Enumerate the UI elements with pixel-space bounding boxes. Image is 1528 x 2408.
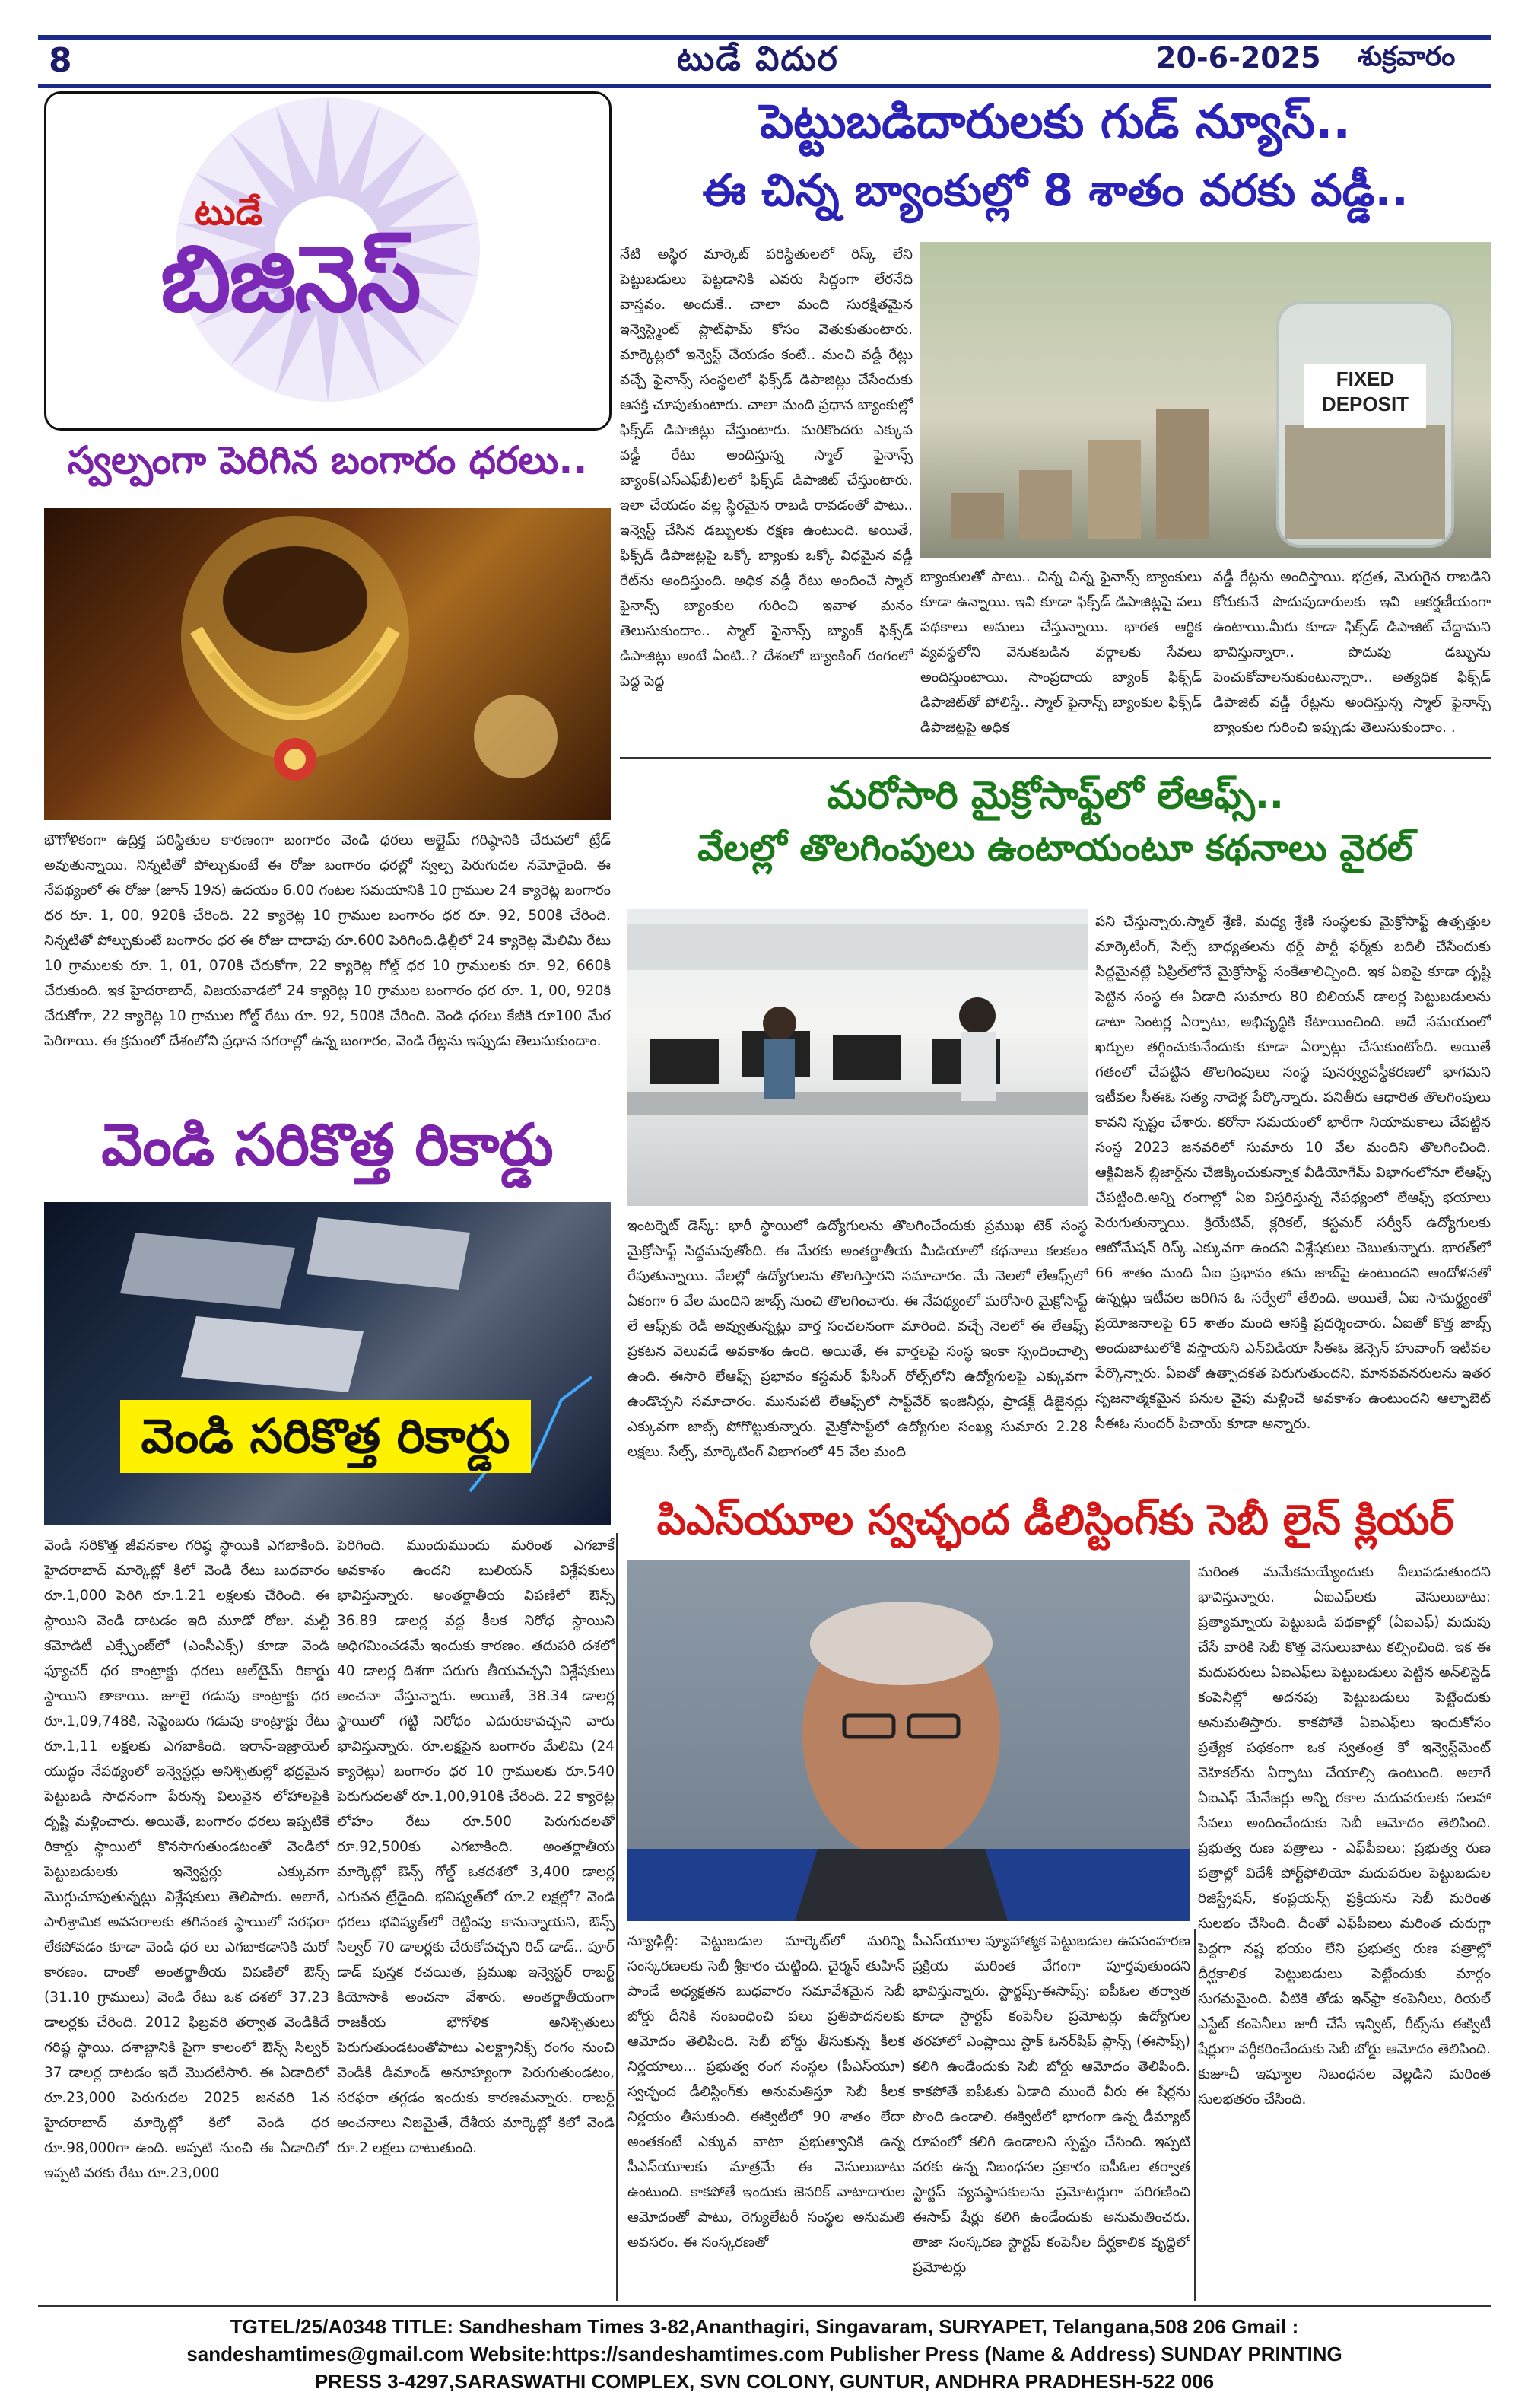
gold-necklace-icon [44,508,611,820]
masthead [38,35,1491,88]
issue-date: 20-6-2025 [1156,41,1321,75]
gold-body-text [44,828,611,1090]
fd-body-col3 [1213,565,1491,736]
sebi-body-col3-text: మరింత మమేకమయ్యేందుకు వీలుపడుతుందని భావిస్తున్నారు. ఏఐఎఫ్‌లకు వెసులుబాటు: ప్రత్యామ్నాయ పెట్టుబడి పథకాల్లో (ఏఐఎఫ్) మదుపు చేసే వారికి సెబీ కొత్త వెసులుబాటు కల్పించింది. ఇక ఈ మదుపరులు ఏఐఎఫ్‌లు పెట్టుబడులు పెట్టిన అన్‌లిస్టెడ్ కంపెనీల్లో అదనపు పెట్టుబడులు పెట్టేందుకు అనుమతిస్తారు. కాకపోతే ఏఐఎఫ్‌లు ఇందుకోసం ప్రత్యేక పథకంగా ఒక స్వతంత్ర కో ఇన్వెస్ట్‌మెంట్ వెహికల్‌ను ఏర్పాటు చేయాల్సి ఉంటుంది. అలాగే ఏఐఎఫ్ మేనేజర్లు అన్ని రకాల మదుపరులకు సలహా సేవలు అందించేందుకు సెబీ ఆమోదం తెలిపింది. ప్రభుత్వ రుణ పత్రాలు - ఎఫ్‌పీఐలు: ప్రభుత్వ రుణ పత్రాల్లో విదేశీ పోర్ట్‌ఫోలియో మదుపరుల పెట్టుబడుల రిజిస్ట్రేషన్, కంప్లయన్స్ ప్రక్రియను సెబీ మరింత సులభం చేసింది. దీంతో ఎఫ్‌పీఐలు మరింత చురుగ్గా పెద్దగా నష్ట భయం లేని ప్రభుత్వ రుణ పత్రాల్లో దీర్ఘకాలిక పెట్టుబడులు పెట్టేందుకు మార్గం సుగమమైంది. వీటికి తోడు ఇన్‌ఫ్రా కంపెనీలు, రియల్ ఎస్టేట్ కంపెనీలు జారీ చేసే ఇన్విట్, రీట్స్‌ను ఈక్విటీ షేర్లుగా వర్గీకరించేందుకు సెబీ బోర్డు ఆమోదం తెలిపింది. కుజూచీ ఇష్యూల నిబంధనల వెల్లడిని మరింత సులభతరం చేసింది. [1198,1564,1491,2107]
silver-body-col2 [337,1533,615,2301]
microsoft-headline-line1: మరోసారి మైక్రోసాఫ్ట్‌లో లేఆఫ్స్.. [827,773,1284,817]
gold-jewellery-image [44,508,611,820]
sebi-body-col1-text: న్యూఢిల్లీ: పెట్టుబడుల మార్కెట్‌లో మరిన్ని సంస్కరణలకు సెబీ శ్రీకారం చుట్టింది. చైర్మన్ తుహిన్ పాండే అధ్యక్షతన బుధవారం సమావేశమైన సెబీ బోర్డు దీనికి సంబంధించి పలు ప్రతిపాదనలకు ఆమోదం తెలిపింది. సెబీ బోర్డు తీసుకున్న కీలక నిర్ణయాలు... ప్రభుత్వ రంగ సంస్థల (పీఎస్‌యూ) స్వచ్ఛంద డీలిస్టింగ్‌కు అనుమతిస్తూ సెబీ కీలక నిర్ణయం తీసుకుంది. ఈక్విటీలో 90 శాతం లేదా అంతకంటే ఎక్కువ వాటా ప్రభుత్వానికి ఉన్న పీఎస్‌యూలకు మాత్రమే ఈ వెసులుబాటు ఉంటుంది. కాకపోతే ఇందుకు జెనరిక్ వాటాదారుల ఆమోదంతో పాటు, రెగ్యులేటరీ సంస్థల అనుమతి అవసరం. ఈ సంస్కరణతో [627,1933,905,2251]
fd-body-col1 [620,242,913,733]
speaker-portrait-icon [627,1560,1190,1921]
sebi-body-col2-text: పీఎస్‌యూల వ్యూహాత్మక పెట్టుబడుల ఉపసంహరణ ప్రక్రియ మరింత వేగంగా పూర్తవుతుందని భావిస్తున్నారు. స్టార్టప్స్-ఈసాప్స్: ఐపీఓల తర్వాత కూడా స్టార్టప్ కంపెనీల ప్రమోటర్లు ఉద్యోగుల తరహాలో ఎంప్లాయి స్టాక్ ఓనర్‌షిప్ ప్లాన్స్ (ఈసాప్స్) కలిగి ఉండేందుకు సెబీ బోర్డు ఆమోదం తెలిపింది. కాకపోతే ఐపీఓకు ఏడాది ముందే వీరు ఈ షేర్లను పొంది ఉండాలి. ఈక్విటీలో భాగంగా ఉన్న డీమ్యాట్ రూపంలో కలిగి ఉండాలని స్పష్టం చేసింది. ఇప్పటి వరకు ఉన్న నిబంధనల ప్రకారం ఐపీఓల తర్వాత స్టార్టప్ వ్యవస్థాపకులను ప్రమోటర్లుగా పరిగణించి ఈసాప్ షేర్లు కలిగి ఉండేందుకు అనుమతించరు. తాజా సంస్కరణ స్టార్టప్ కంపెనీల దీర్ఘకాలిక వృద్ధిలో ప్రమోటర్లు [913,1933,1190,2276]
fd-headline-line2: ఈ చిన్న బ్యాంకుల్లో 8 శాతం వరకు వడ్డీ.. [702,164,1409,216]
silver-image-caption: వెండి సరికొత్త రికార్డు [120,1400,531,1473]
sebi-headline: పిఎస్‌యూల స్వచ్ఛంద డీలిస్టింగ్‌కు సెబీ లైన్ క్లియర్ [656,1496,1454,1544]
microsoft-body-left-text: ఇంటర్నెట్ డెస్క్: భారీ స్థాయిలో ఉద్యోగులను తొలగించేందుకు ప్రముఖ టెక్ సంస్థ మైక్రోసాఫ్ట్ సిద్ధమవుతోంది. ఈ మేరకు అంతర్జాతీయ మీడియాలో కథనాలు కలకలం రేపుతున్నాయి. వేలల్లో ఉద్యోగులను తొలగిస్తారని సమాచారం. మే నెలలో లేఆఫ్స్‌లో ఏకంగా 6 వేల మందిని జాబ్స్ నుంచి తొలగించారు. ఈ నేపథ్యంలో మరోసారి మైక్రోసాఫ్ట్ లే ఆఫ్స్‌కు రెడీ అవ్వుతున్నట్లు వార్త సంచలనంగా మారింది. వచ్చే నెలలో ఈ లేఆఫ్స్ ప్రకటన వెలువడే అవకాశం ఉంది. అయితే, ఈ వార్తలపై సంస్థ ఇంకా స్పందించాల్సి ఉంది. ఈసారి లేఆఫ్స్ ప్రభావం కస్టమర్ ఫేసింగ్ రోల్స్‌లోని ఉద్యోగులపై ఎక్కువగా ఉండొచ్చని సమాచారం. మునుపటి లేఆఫ్స్‌లో సాఫ్ట్‌వేర్ ఇంజినీర్లు, ప్రాడక్ట్ డిజైనర్లు ఎక్కువగా జాబ్స్ పోగొట్టుకున్నారు. మైక్రోసాఫ్ట్‌లో ఉద్యోగుల సంఖ్య సుమారు 2.28 లక్షలు. సేల్స్, మార్కెటింగ్ విభాగంలో 45 వేల మంది [627,1218,1088,1460]
fd-image-label-line1: FIXED [1336,367,1395,390]
fd-body-col3-text: వడ్డీ రేట్లను అందిస్తాయి. భద్రత, మెరుగైన రాబడిని కోరుకునే పొదుపుదారులకు ఇవి ఆకర్షణీయంగా ఉంటాయి.మీరు కూడా ఫిక్స్‌డ్ డిపాజిట్ చేద్దామని భావిస్తున్నారా.. పొదుపు డబ్బును పెంచుకోవాలనుకుంటున్నారా.. అత్యధిక ఫిక్స్‌డ్ డిపాజిట్ వడ్డీ రేట్లను అందిస్తున్న స్మాల్ ఫైనాన్స్ బ్యాంకుల గురించి ఇప్పుడు తెలుసుకుందాం. . [1213,569,1491,736]
computer-desks-icon [627,909,1088,1206]
silver-body-col1-text: వెండి సరికొత్త జీవనకాల గరిష్ఠ స్థాయికి ఎగబాకింది. హైదరాబాద్ మార్కెట్లో కిలో వెండి రేటు బుధవారం రూ.1,000 పెరిగి రూ.1.21 లక్షలకు చేరింది. ఈ స్థాయిని వెండి దాటడం ఇది మూడో రోజు. మల్టీ కమోడిటీ ఎక్స్ఛేంజ్‌లో (ఎంసీఎక్స్) కూడా వెండి ఫ్యూచర్ ధర కాంట్రాక్టు ధరలు ఆల్‌టైమ్ రికార్డు స్థాయిని తాకాయి. జూలై గడువు కాంట్రాక్టు ధర రూ.1,09,748కి, సెప్టెంబరు గడువు కాంట్రాక్టు రేటు రూ.1,11 లక్షలకు ఎగబాకింది. ఇరాన్-ఇజ్రాయెల్ యుద్ధం నేపథ్యంలో ఇన్వెస్టర్లు అనిశ్చితుల్లో భద్రమైన పెట్టుబడి సాధనంగా పేరున్న విలువైన లోహాలపైకి దృష్టి మళ్లించారు. అయితే, బంగారం ధరలు ఇప్పటికే రికార్డు స్థాయిలో కొనసాగుతుండటంతో వెండిలో పెట్టుబడులకు ఇన్వెస్టర్లు ఎక్కువగా మొగ్గుచూపుతున్నట్లు విశ్లేషకులు తెలిపారు. అలాగే, పారిశ్రామిక అవసరాలకు తగినంత స్థాయిలో సరఫరా లేకపోవడం కూడా వెండి ధర లు ఎగబాకడానికి మరో కారణం. దాంతో అంతర్జాతీయ విపణిలో ఔన్స్ (31.10 గ్రాములు) వెండి రేటు ఒక దశలో 37.23 డాలర్లకు చేరింది. 2012 ఫిబ్రవరి తర్వాత వెండికిదే గరిష్ఠ స్థాయి. దశాబ్దానికి పైగా కాలంలో ఔన్స్ సిల్వర్ 37 డాలర్ల దాటడం ఇదే మొదటిసారి. ఈ ఏడాదిలో రూ.23,000 పెరుగుదల 2025 జనవరి 1న హైదరాబాద్ మార్కెట్లో కిలో వెండి ధర రూ.98,000గా ఉంది. అప్పటి నుంచి ఈ ఏడాదిలో ఇప్పటి వరకు రేటు రూ.23,000 [44,1538,329,2181]
silver-body-col1 [44,1533,329,2301]
fd-body-col2 [920,565,1202,736]
fd-image-label-line2: DEPOSIT [1321,393,1409,415]
fd-headline-line1: పెట్టుబడిదారులకు గుడ్ న్యూస్.. [760,94,1351,149]
sebi-body-col3 [1198,1560,1491,2301]
fd-body-col1-text: నేటి అస్థిర మార్కెట్ పరిస్థితులలో రిస్క్ లేని పెట్టుబడులు పెట్టడానికి ఎవరు సిద్ధంగా లేరనేది వాస్తవం. అందుకే.. చాలా మంది సురక్షితమైన ఇన్వెస్ట్మెంట్ ప్లాట్‌ఫామ్ కోసం వెతుకుతుంటారు. మార్కెట్లలో ఇన్వెస్ట్ చేయడం కంటే.. మంచి వడ్డీ రేట్లు వచ్చే ఫైనాన్స్ సంస్థలలో ఫిక్స్‌డ్ డిపాజిట్లు చేసేందుకు ఆసక్తి చూపుతుంటారు. చాలా మంది ప్రధాన బ్యాంకుల్లో ఫిక్స్‌డ్ డిపాజిట్లు చేస్తుంటారు. మరికొందరు ఎక్కువ వడ్డీ రేటు అందిస్తున్న స్మాల్ ఫైనాన్స్ బ్యాంక్(ఎస్ఎఫ్‌బీ)లలో ఫిక్స్‌డ్ డిపాజిట్ చేస్తుంటారు. ఇలా చేయడం వల్ల స్థిరమైన రాబడి రావడంతో పాటు.. ఇన్వెస్ట్ చేసిన డబ్బులకు రక్షణ ఉంటుంది. అయితే, ఫిక్స్‌డ్ డిపాజిట్లపై ఒక్కో బ్యాంకు ఒక్కో విధమైన వడ్డీ రేట్‌ను అందిస్తుంది. అధిక వడ్డీ రేటు అందించే స్మాల్ ఫైనాన్స్ బ్యాంకుల గురించి ఇవాళ మనం తెలుసుకుందాం.. స్మాల్ ఫైనాన్స్ బ్యాంక్ ఫిక్స్‌డ్ డిపాజిట్లు అంటే ఏంటి..? దేశంలో బ్యాంకింగ్ రంగంలో పెద్ద పెద్ద [620,247,913,689]
footer-divider [38,2305,1491,2307]
office-workers-image [627,909,1088,1206]
microsoft-headline-line2: వేలల్లో తొలగింపులు ఉంటాయంటూ కథనాలు వైరల్ [697,827,1413,870]
fd-body-col2-text: బ్యాంకులతో పాటు.. చిన్న చిన్న ఫైనాన్స్ బ్యాంకులు కూడా ఉన్నాయి. ఇవి కూడా ఫిక్స్‌డ్ డిపాజిట్లపై పలు పథకాలు అమలు చేస్తున్నాయి. భారత ఆర్థిక వ్యవస్థలోని వెనుకబడిన వర్గాలకు సేవలు అందిస్తుంటాయి. సాంప్రదాయ బ్యాంక్ ఫిక్స్‌డ్ డిపాజిట్‌తో పోలిస్తే.. స్మాల్ ఫైనాన్స్ బ్యాంకుల ఫిక్స్‌డ్ డిపాజిట్లపై అధిక [920,569,1202,736]
sebi-chairman-photo [627,1560,1190,1921]
gold-body-paragraph: భౌగోళికంగా ఉద్రిక్త పరిస్థితుల కారణంగా బంగారం వెండి ధరలు ఆల్టైమ్ గరిష్ఠానికి చేరువలో ట్రేడ్ అవుతున్నాయి. నిన్నటితో పోల్చుకుంటే ఈ రోజు బంగారం ధరల్లో స్వల్ప పెరుగుదల నమోదైంది. ఈ నేపథ్యంలో ఈ రోజు (జూన్ 19న) ఉదయం 6.00 గంటల సమయానికి 10 గ్రాముల 24 క్యారెట్ల బంగారం ధర రూ. 1, 00, 920కి చేరింది. 22 క్యారెట్ల 10 గ్రాముల బంగారం ధర రూ. 92, 500కి చేరింది. నిన్నటితో పోల్చుకుంటే బంగారం ధర ఈ రోజు దాదాపు రూ.600 పెరిగింది.ఢిల్లీలో 24 క్యారెట్ల మేలిమి రేటు 10 గ్రాములకు రూ. 1, 01, 070కి చేరుకోగా, 22 క్యారెట్ల గోల్డ్ ధర 10 గ్రాములకు రూ. 92, 660కి చేరుకుంది. ఇక హైదరాబాద్, విజయవాడలో 24 క్యారెట్ల 10 గ్రాముల బంగారం ధర రూ. 1, 00, 920కి చేరుకోగా, 22 క్యారెట్ల 10 గ్రాముల గోల్డ్ రేటు రూ. 92, 500కి చేరింది. వెండి ధరలు కేజీకి రూ100 మేర పెరిగాయి. ఈ క్రమంలో దేశంలోని ప్రధాన నగరాల్లో ఉన్న బంగారం, వెండి రేట్లను ఇప్పుడు తెలుసుకుందాం. [44,832,611,1049]
silver-bars-image [44,1202,611,1525]
imprint-footer [38,2313,1491,2397]
paper-title: టుడే విదుర [677,40,839,78]
fixed-deposit-image [920,242,1491,558]
sebi-body-col2 [913,1929,1190,2301]
silver-headline: వెండి సరికొత్త రికార్డు [101,1111,554,1179]
imprint-line2: sandeshamtimes@gmail.com Website:https://sandeshamtimes.com Publisher Press (Name & Address) SUNDAY PRINTING [186,2343,1342,2365]
silver-body-col2-text: పెరిగింది. ముందుముందు మరింత ఎగబాకే అవకాశం ఉందని బులియన్ విశ్లేషకులు భావిస్తున్నారు. అంతర్జాతీయ విపణిలో ఔన్స్ 36.89 డాలర్ల వద్ద కీలక నిరోధ స్థాయిని అధిగమించడమే ఇందుకు కారణం. తదుపరి దశలో 40 డాలర్ల దిశగా పరుగు తీయవచ్చని విశ్లేషకులు అంచనా వేస్తున్నారు. అయితే, 38.34 డాలర్ల స్థాయిలో గట్టి నిరోధం ఎదురుకావచ్చని వారు భావిస్తున్నారు. రూ.లక్షపైన బంగారం మేలిమి (24 క్యారెట్లు) బంగారం ధర 10 గ్రాములకు రూ.540 పెరుగుదలతో రూ.1,00,910కి చేరింది. 22 క్యారెట్ల లోహం రేటు రూ.500 పెరుగుదలతో రూ.92,500కు ఎగబాకింది. అంతర్జాతీయ మార్కెట్లో ఔన్స్ గోల్డ్ ఒకదశలో 3,400 డాలర్ల ఎగువన ట్రేడైంది. భవిష్యత్‌లో రూ.2 లక్షల్లో? వెండి ధరలు భవిష్యత్‌లో రెట్టింపు కానున్నాయని, ఔన్స్ సిల్వర్ 70 డాలర్లకు చేరుకోవచ్చని రిచ్ డాడ్.. పూర్ డాడ్ పుస్తక రచయిత, ప్రముఖ ఇన్వెస్టర్ రాబర్ట్ కియోసాకి అంచనా వేశారు. అంతర్జాతీయంగా రాజకీయ భౌగోళిక అనిశ్చితులు పెరుగుతుండటంతోపాటు ఎలక్ట్రానిక్స్ రంగం నుంచి వెండికి డిమాండ్ అనూహ్యంగా పెరుగుతుండటం, సరఫరా తగ్గడం ఇందుకు కారణమన్నారు. రాబర్ట్ అంచనాలు నిజమైతే, దేశీయ మార్కెట్లో కిలో వెండి రూ.2 లక్షలు దాటుతుంది. [337,1538,615,2156]
page-number: 8 [49,41,72,80]
business-logo-small-text: టుడే [195,191,263,234]
issue-day: శుక్రవారం [1358,41,1456,72]
imprint-line3: PRESS 3-4297,SARASWATHI COMPLEX, SVN COLONY, GUNTUR, ANDHRA PRADHESH-522 006 [314,2370,1215,2393]
microsoft-body-right [1095,909,1491,1461]
column-rule [616,1533,618,2301]
silver-bars-icon [44,1202,611,1525]
sebi-body-col1 [627,1929,905,2301]
column-rule [1194,1929,1196,2301]
divider [620,757,1491,759]
imprint-line1: TGTEL/25/A0348 TITLE: Sandhesham Times 3-82,Ananthagiri, Singavaram, SURYAPET, Telangana,508 206 Gmail : [230,2315,1299,2338]
gold-headline: స్వల్పంగా పెరిగిన బంగారం ధరలు.. [67,438,588,482]
microsoft-body-left [627,1214,1088,1487]
business-logo-big-text: బిజినెస్ [160,227,420,332]
microsoft-body-right-text: పని చేస్తున్నారు.స్మాల్ శ్రేణి, మధ్య శ్రేణి సంస్థలకు మైక్రోసాఫ్ట్ ఉత్పత్తుల మార్కెటింగ్, సేల్స్ బాధ్యతలను థర్డ్ పార్టీ ఫర్మ్‌కు బదిలీ చేసేందుకు సిద్ధమైనట్లే ఏప్రిల్‌లోనే మైక్రోసాఫ్ట్ సంకేతాలిచ్చింది. ఇక ఏఐపై కూడా దృష్టి పెట్టిన సంస్థ ఈ ఏడాది సుమారు 80 బిలియన్ డాలర్ల పెట్టుబడులను డాటా సెంటర్ల ఏర్పాటు, అభివృద్ధికి కేటాయించింది. అదే సమయంలో ఖర్చుల తగ్గించుకునేందుకు కూడా ఏర్పాట్లు చేసుకుంటోంది. అయితే గతంలో చేపట్టిన తొలగింపులు సంస్థ పునర్వ్యవస్థీకరణలో భాగమని ఇటీవల సీఈఓ సత్య నాదెళ్ల పేర్కొన్నారు. పనితీరు ఆధారిత తొలగింపులు కావని స్పష్టం చేశారు. కరోనా సమయంలో భారీగా నియామకాలు చేపట్టిన సంస్థ 2023 జనవరిలో సుమారు 10 వేల మందిని తొలగించింది. ఆక్టివిజన్ బ్లిజార్డ్‌ను చేజిక్కించుకున్నాక వీడియోగేమ్ విభాగంలోనూ లేఆఫ్స్ చేపట్టింది.అన్ని రంగాల్లో ఏఐ విస్తరిస్తున్న నేపథ్యంలో లేఆఫ్స్ భయాలు పెరుగుతున్నాయి. క్రియేటివ్, క్లరికల్, కస్టమర్ సర్వీస్ ఉద్యోగులకు ఆటోమేషన్ రిస్క్ ఎక్కువగా ఉందని విశ్లేషకులు చెబుతున్నారు. భారత్‌లో 66 శాతం మంది ఏఐ ప్రభావం తమ జాబ్‌పై ఉంటుందని ఆందోళనతో ఉన్నట్లు ఇటీవల జరిగిన ఓ సర్వేలో తేలింది. అయితే, ఏఐ సామర్థ్యంతో ప్రయోజనాలపై 65 శాతం మంది ఆసక్తి ప్రదర్శించారు. ఏఐతో కొత్త జాబ్స్ అందుబాటులోకి వస్తాయని ఎన్‌విడియా సీఈఓ జెన్సెన్ హువాంగ్ ఇటీవల పేర్కొన్నారు. ఏఐతో ఉత్పాదకత పెరుగుతుందని, మానవవనరులను ఇతర సృజనాత్మకమైన పనుల వైపు మళ్లించే అవకాశం ఉంటుందని ఆల్ఫాబెట్ సీఈఓ సుందర్ పిచాయ్ కూడా అన్నారు. [1095,914,1491,1432]
business-section-logo [44,91,612,431]
